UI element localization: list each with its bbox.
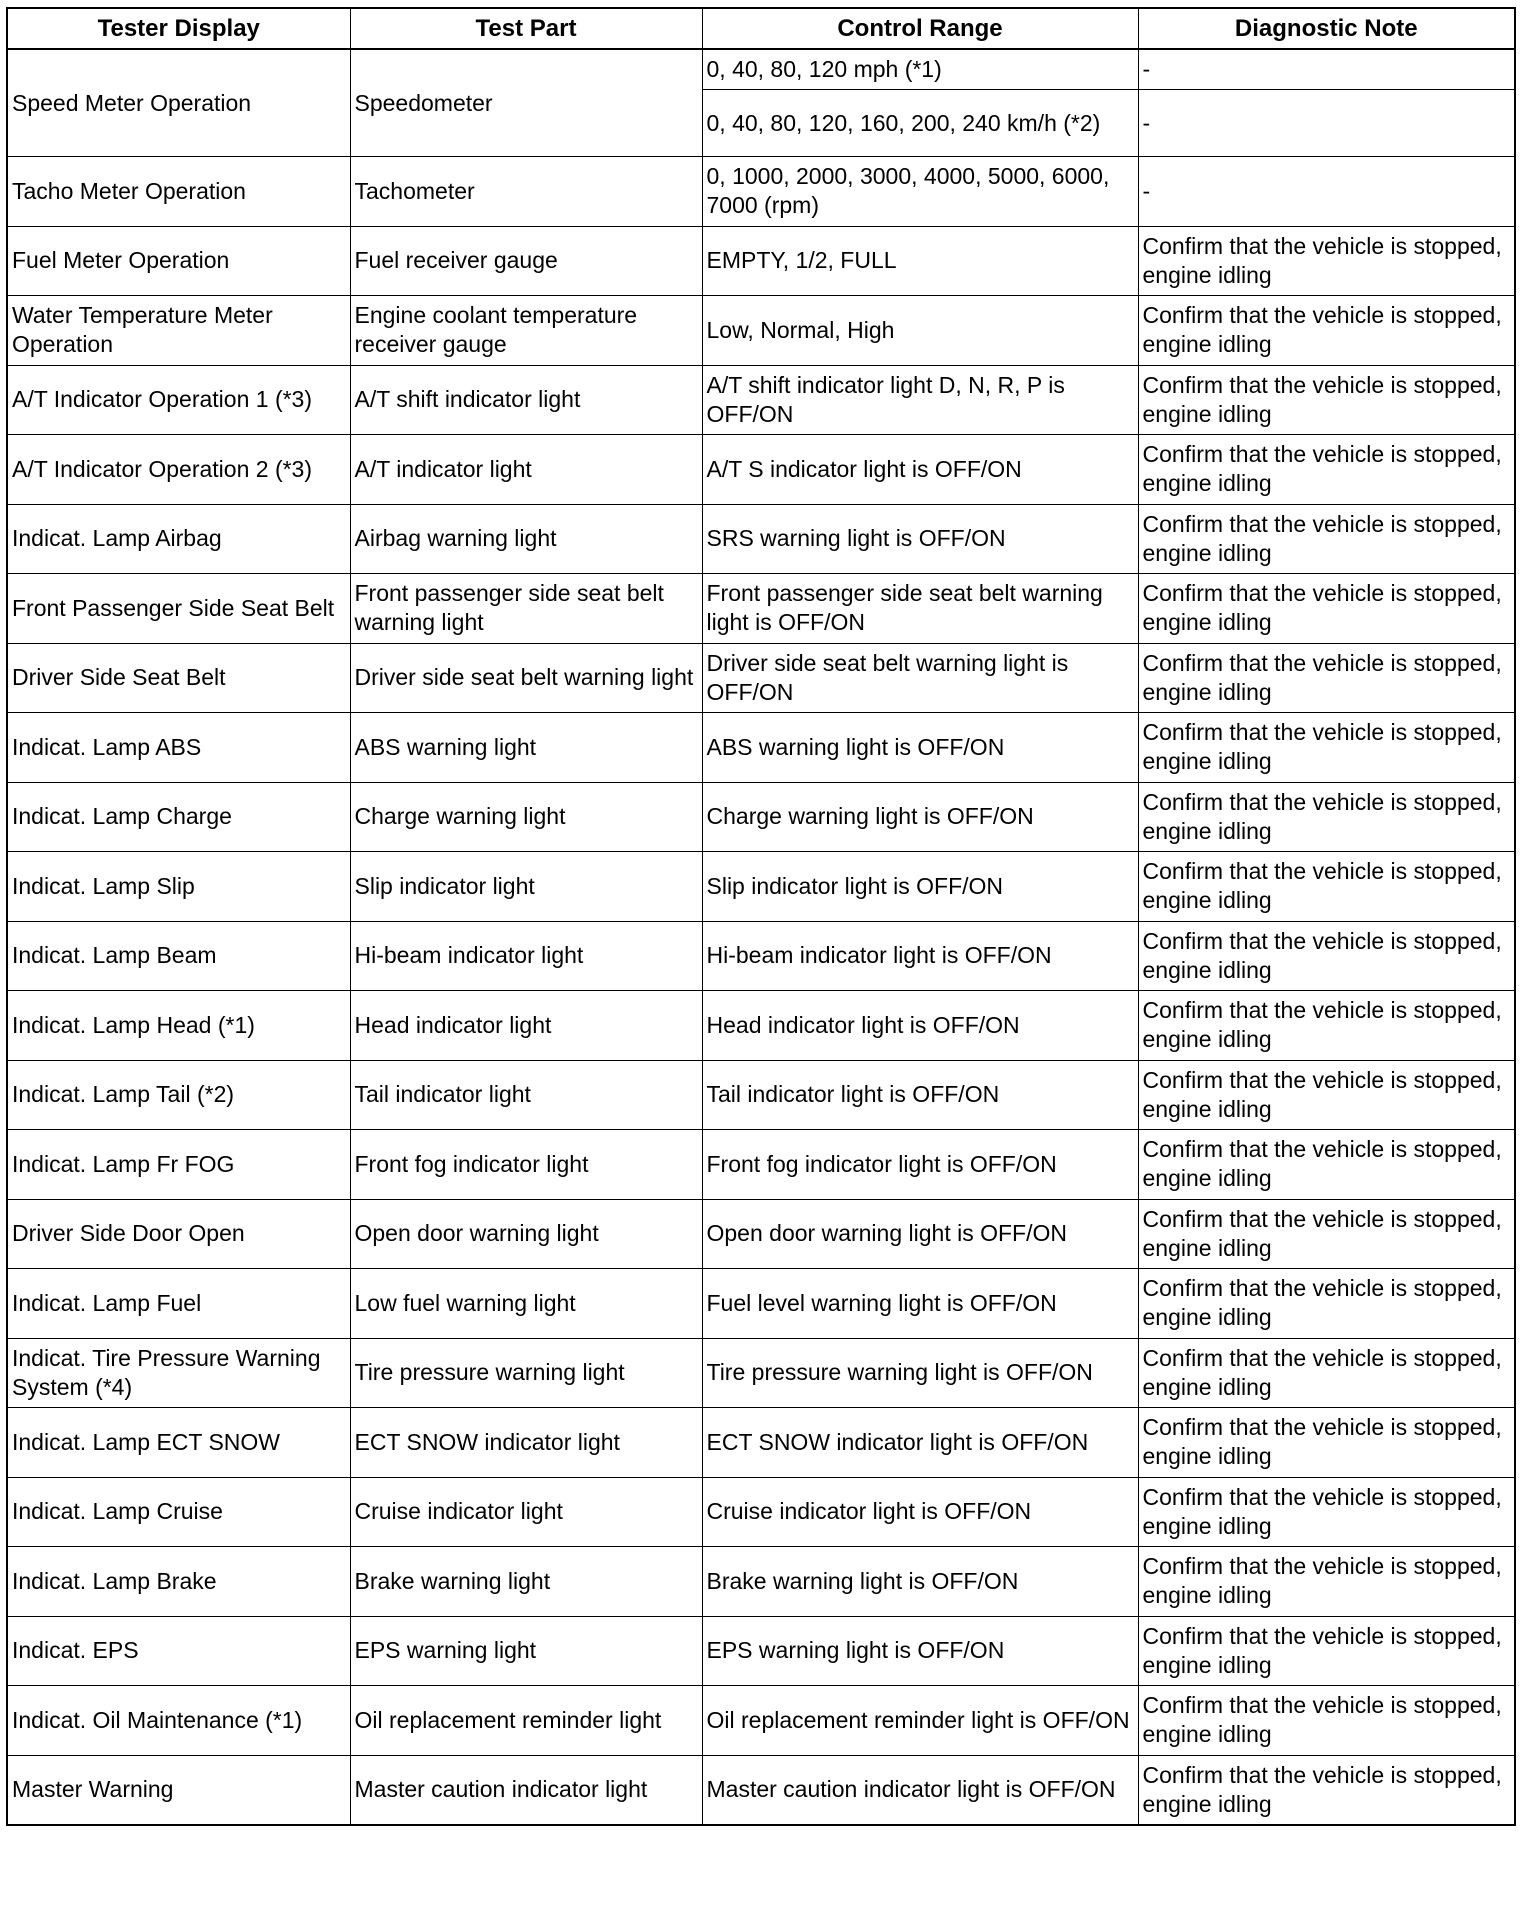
table-row (7, 782, 1515, 852)
cell-tester-display: Indicat. Lamp Brake (7, 1547, 350, 1617)
cell-test-part: Engine coolant temperature receiver gauge (350, 296, 702, 366)
cell-control-range: Master caution indicator light is OFF/ON (702, 1755, 1138, 1825)
table-row (7, 991, 1515, 1061)
table-row (7, 1060, 1515, 1130)
cell-control-range: Front passenger side seat belt warning light is OFF/ON (702, 574, 1138, 644)
cell-control-range: Tire pressure warning light is OFF/ON (702, 1338, 1138, 1408)
table-row (7, 1755, 1515, 1825)
cell-control-range: Driver side seat belt warning light is OFF/ON (702, 643, 1138, 713)
cell-diagnostic-note: Confirm that the vehicle is stopped, engine idling (1138, 991, 1515, 1061)
table-row (7, 852, 1515, 922)
table-row (7, 1686, 1515, 1756)
cell-diagnostic-note: Confirm that the vehicle is stopped, engine idling (1138, 574, 1515, 644)
cell-test-part: Tail indicator light (350, 1060, 702, 1130)
cell-control-range: EMPTY, 1/2, FULL (702, 226, 1138, 296)
cell-diagnostic-note: Confirm that the vehicle is stopped, engine idling (1138, 1338, 1515, 1408)
cell-control-range: Brake warning light is OFF/ON (702, 1547, 1138, 1617)
cell-diagnostic-note: Confirm that the vehicle is stopped, engine idling (1138, 1686, 1515, 1756)
table-row (7, 504, 1515, 574)
cell-test-part: Low fuel warning light (350, 1269, 702, 1339)
cell-tester-display: Indicat. Lamp Beam (7, 921, 350, 991)
cell-diagnostic-note: Confirm that the vehicle is stopped, engine idling (1138, 1269, 1515, 1339)
cell-test-part: Driver side seat belt warning light (350, 643, 702, 713)
cell-diagnostic-note: Confirm that the vehicle is stopped, engine idling (1138, 1408, 1515, 1478)
cell-tester-display: Indicat. Lamp Cruise (7, 1477, 350, 1547)
cell-tester-display: Indicat. Lamp Airbag (7, 504, 350, 574)
cell-test-part: A/T shift indicator light (350, 365, 702, 435)
cell-tester-display: A/T Indicator Operation 2 (*3) (7, 435, 350, 505)
cell-tester-display: Indicat. Lamp Charge (7, 782, 350, 852)
cell-control-range: EPS warning light is OFF/ON (702, 1616, 1138, 1686)
cell-test-part: Front passenger side seat belt warning light (350, 574, 702, 644)
cell-control-range: Head indicator light is OFF/ON (702, 991, 1138, 1061)
cell-control-range: Low, Normal, High (702, 296, 1138, 366)
cell-tester-display: Master Warning (7, 1755, 350, 1825)
cell-control-range: Charge warning light is OFF/ON (702, 782, 1138, 852)
table-row (7, 1547, 1515, 1617)
cell-control-range: A/T S indicator light is OFF/ON (702, 435, 1138, 505)
cell-control-range: Hi-beam indicator light is OFF/ON (702, 921, 1138, 991)
table-row (7, 1269, 1515, 1339)
table-row (7, 1199, 1515, 1269)
cell-test-part: Brake warning light (350, 1547, 702, 1617)
cell-test-part: Hi-beam indicator light (350, 921, 702, 991)
cell-test-part: Open door warning light (350, 1199, 702, 1269)
table-row (7, 296, 1515, 366)
cell-diagnostic-note: Confirm that the vehicle is stopped, engine idling (1138, 1199, 1515, 1269)
cell-control-range: Oil replacement reminder light is OFF/ON (702, 1686, 1138, 1756)
cell-control-range: Fuel level warning light is OFF/ON (702, 1269, 1138, 1339)
cell-tester-display: Indicat. Lamp Slip (7, 852, 350, 922)
cell-tester-display: Driver Side Seat Belt (7, 643, 350, 713)
cell-tester-display: Indicat. Lamp Tail (*2) (7, 1060, 350, 1130)
cell-control-range: Tail indicator light is OFF/ON (702, 1060, 1138, 1130)
cell-test-part: Airbag warning light (350, 504, 702, 574)
cell-diagnostic-note: Confirm that the vehicle is stopped, engine idling (1138, 713, 1515, 783)
table-row (7, 1130, 1515, 1200)
table-row (7, 1408, 1515, 1478)
cell-test-part: ECT SNOW indicator light (350, 1408, 702, 1478)
table-row (7, 921, 1515, 991)
table-row (7, 435, 1515, 505)
table-row (7, 643, 1515, 713)
cell-control-range: Slip indicator light is OFF/ON (702, 852, 1138, 922)
table-row (7, 1338, 1515, 1408)
table-row (7, 157, 1515, 227)
cell-diagnostic-note: Confirm that the vehicle is stopped, engine idling (1138, 643, 1515, 713)
cell-diagnostic-note: - (1138, 157, 1515, 227)
cell-tester-display: Tacho Meter Operation (7, 157, 350, 227)
cell-diagnostic-note: Confirm that the vehicle is stopped, engine idling (1138, 296, 1515, 366)
table-row (7, 713, 1515, 783)
table-row (7, 226, 1515, 296)
cell-tester-display: Front Passenger Side Seat Belt (7, 574, 350, 644)
cell-diagnostic-note: Confirm that the vehicle is stopped, engine idling (1138, 226, 1515, 296)
cell-test-part: Tachometer (350, 157, 702, 227)
cell-control-range: SRS warning light is OFF/ON (702, 504, 1138, 574)
cell-tester-display: Indicat. EPS (7, 1616, 350, 1686)
cell-diagnostic-note: Confirm that the vehicle is stopped, engine idling (1138, 435, 1515, 505)
cell-diagnostic-note: Confirm that the vehicle is stopped, engine idling (1138, 1755, 1515, 1825)
cell-test-part: Fuel receiver gauge (350, 226, 702, 296)
cell-diagnostic-note: Confirm that the vehicle is stopped, engine idling (1138, 504, 1515, 574)
header-control-range: Control Range (702, 8, 1138, 49)
table-row (7, 574, 1515, 644)
cell-tester-display: Indicat. Lamp ECT SNOW (7, 1408, 350, 1478)
cell-test-part: Slip indicator light (350, 852, 702, 922)
cell-test-part: Charge warning light (350, 782, 702, 852)
cell-control-range: 0, 1000, 2000, 3000, 4000, 5000, 6000, 7000 (rpm) (702, 157, 1138, 227)
cell-test-part: Speedometer (350, 49, 702, 157)
cell-control-range: Open door warning light is OFF/ON (702, 1199, 1138, 1269)
table-row (7, 1477, 1515, 1547)
cell-test-part: Oil replacement reminder light (350, 1686, 702, 1756)
cell-test-part: Tire pressure warning light (350, 1338, 702, 1408)
cell-test-part: Head indicator light (350, 991, 702, 1061)
cell-diagnostic-note: Confirm that the vehicle is stopped, engine idling (1138, 852, 1515, 922)
header-tester-display: Tester Display (7, 8, 350, 49)
cell-control-range: A/T shift indicator light D, N, R, P is OFF/ON (702, 365, 1138, 435)
cell-test-part: A/T indicator light (350, 435, 702, 505)
cell-tester-display: Indicat. Lamp Fuel (7, 1269, 350, 1339)
cell-diagnostic-note: Confirm that the vehicle is stopped, engine idling (1138, 365, 1515, 435)
cell-control-range: Front fog indicator light is OFF/ON (702, 1130, 1138, 1200)
header-test-part: Test Part (350, 8, 702, 49)
cell-tester-display: Indicat. Lamp ABS (7, 713, 350, 783)
cell-diagnostic-note: Confirm that the vehicle is stopped, engine idling (1138, 1616, 1515, 1686)
cell-test-part: Front fog indicator light (350, 1130, 702, 1200)
table-row (7, 49, 1515, 90)
table-row (7, 1616, 1515, 1686)
cell-diagnostic-note: Confirm that the vehicle is stopped, engine idling (1138, 1547, 1515, 1617)
cell-test-part: Cruise indicator light (350, 1477, 702, 1547)
cell-control-range: 0, 40, 80, 120 mph (*1) (702, 49, 1138, 90)
cell-control-range: Cruise indicator light is OFF/ON (702, 1477, 1138, 1547)
cell-control-range: ECT SNOW indicator light is OFF/ON (702, 1408, 1138, 1478)
cell-tester-display: Fuel Meter Operation (7, 226, 350, 296)
cell-diagnostic-note: Confirm that the vehicle is stopped, engine idling (1138, 921, 1515, 991)
cell-tester-display: Indicat. Tire Pressure Warning System (*4) (7, 1338, 350, 1408)
cell-test-part: Master caution indicator light (350, 1755, 702, 1825)
cell-test-part: EPS warning light (350, 1616, 702, 1686)
active-test-table (6, 7, 1516, 1826)
table-body (7, 49, 1515, 1825)
cell-tester-display: Indicat. Lamp Fr FOG (7, 1130, 350, 1200)
cell-tester-display: A/T Indicator Operation 1 (*3) (7, 365, 350, 435)
header-row (7, 8, 1515, 49)
cell-tester-display: Speed Meter Operation (7, 49, 350, 157)
table-header (7, 8, 1515, 49)
cell-diagnostic-note: Confirm that the vehicle is stopped, engine idling (1138, 1130, 1515, 1200)
cell-tester-display: Driver Side Door Open (7, 1199, 350, 1269)
cell-test-part: ABS warning light (350, 713, 702, 783)
cell-tester-display: Indicat. Oil Maintenance (*1) (7, 1686, 350, 1756)
cell-diagnostic-note: Confirm that the vehicle is stopped, engine idling (1138, 1477, 1515, 1547)
header-diagnostic-note: Diagnostic Note (1138, 8, 1515, 49)
cell-diagnostic-note: Confirm that the vehicle is stopped, engine idling (1138, 1060, 1515, 1130)
cell-diagnostic-note: - (1138, 49, 1515, 90)
cell-control-range: ABS warning light is OFF/ON (702, 713, 1138, 783)
cell-tester-display: Water Temperature Meter Operation (7, 296, 350, 366)
cell-diagnostic-note: Confirm that the vehicle is stopped, engine idling (1138, 782, 1515, 852)
table-row (7, 365, 1515, 435)
cell-diagnostic-note: - (1138, 90, 1515, 157)
cell-control-range: 0, 40, 80, 120, 160, 200, 240 km/h (*2) (702, 90, 1138, 157)
cell-tester-display: Indicat. Lamp Head (*1) (7, 991, 350, 1061)
